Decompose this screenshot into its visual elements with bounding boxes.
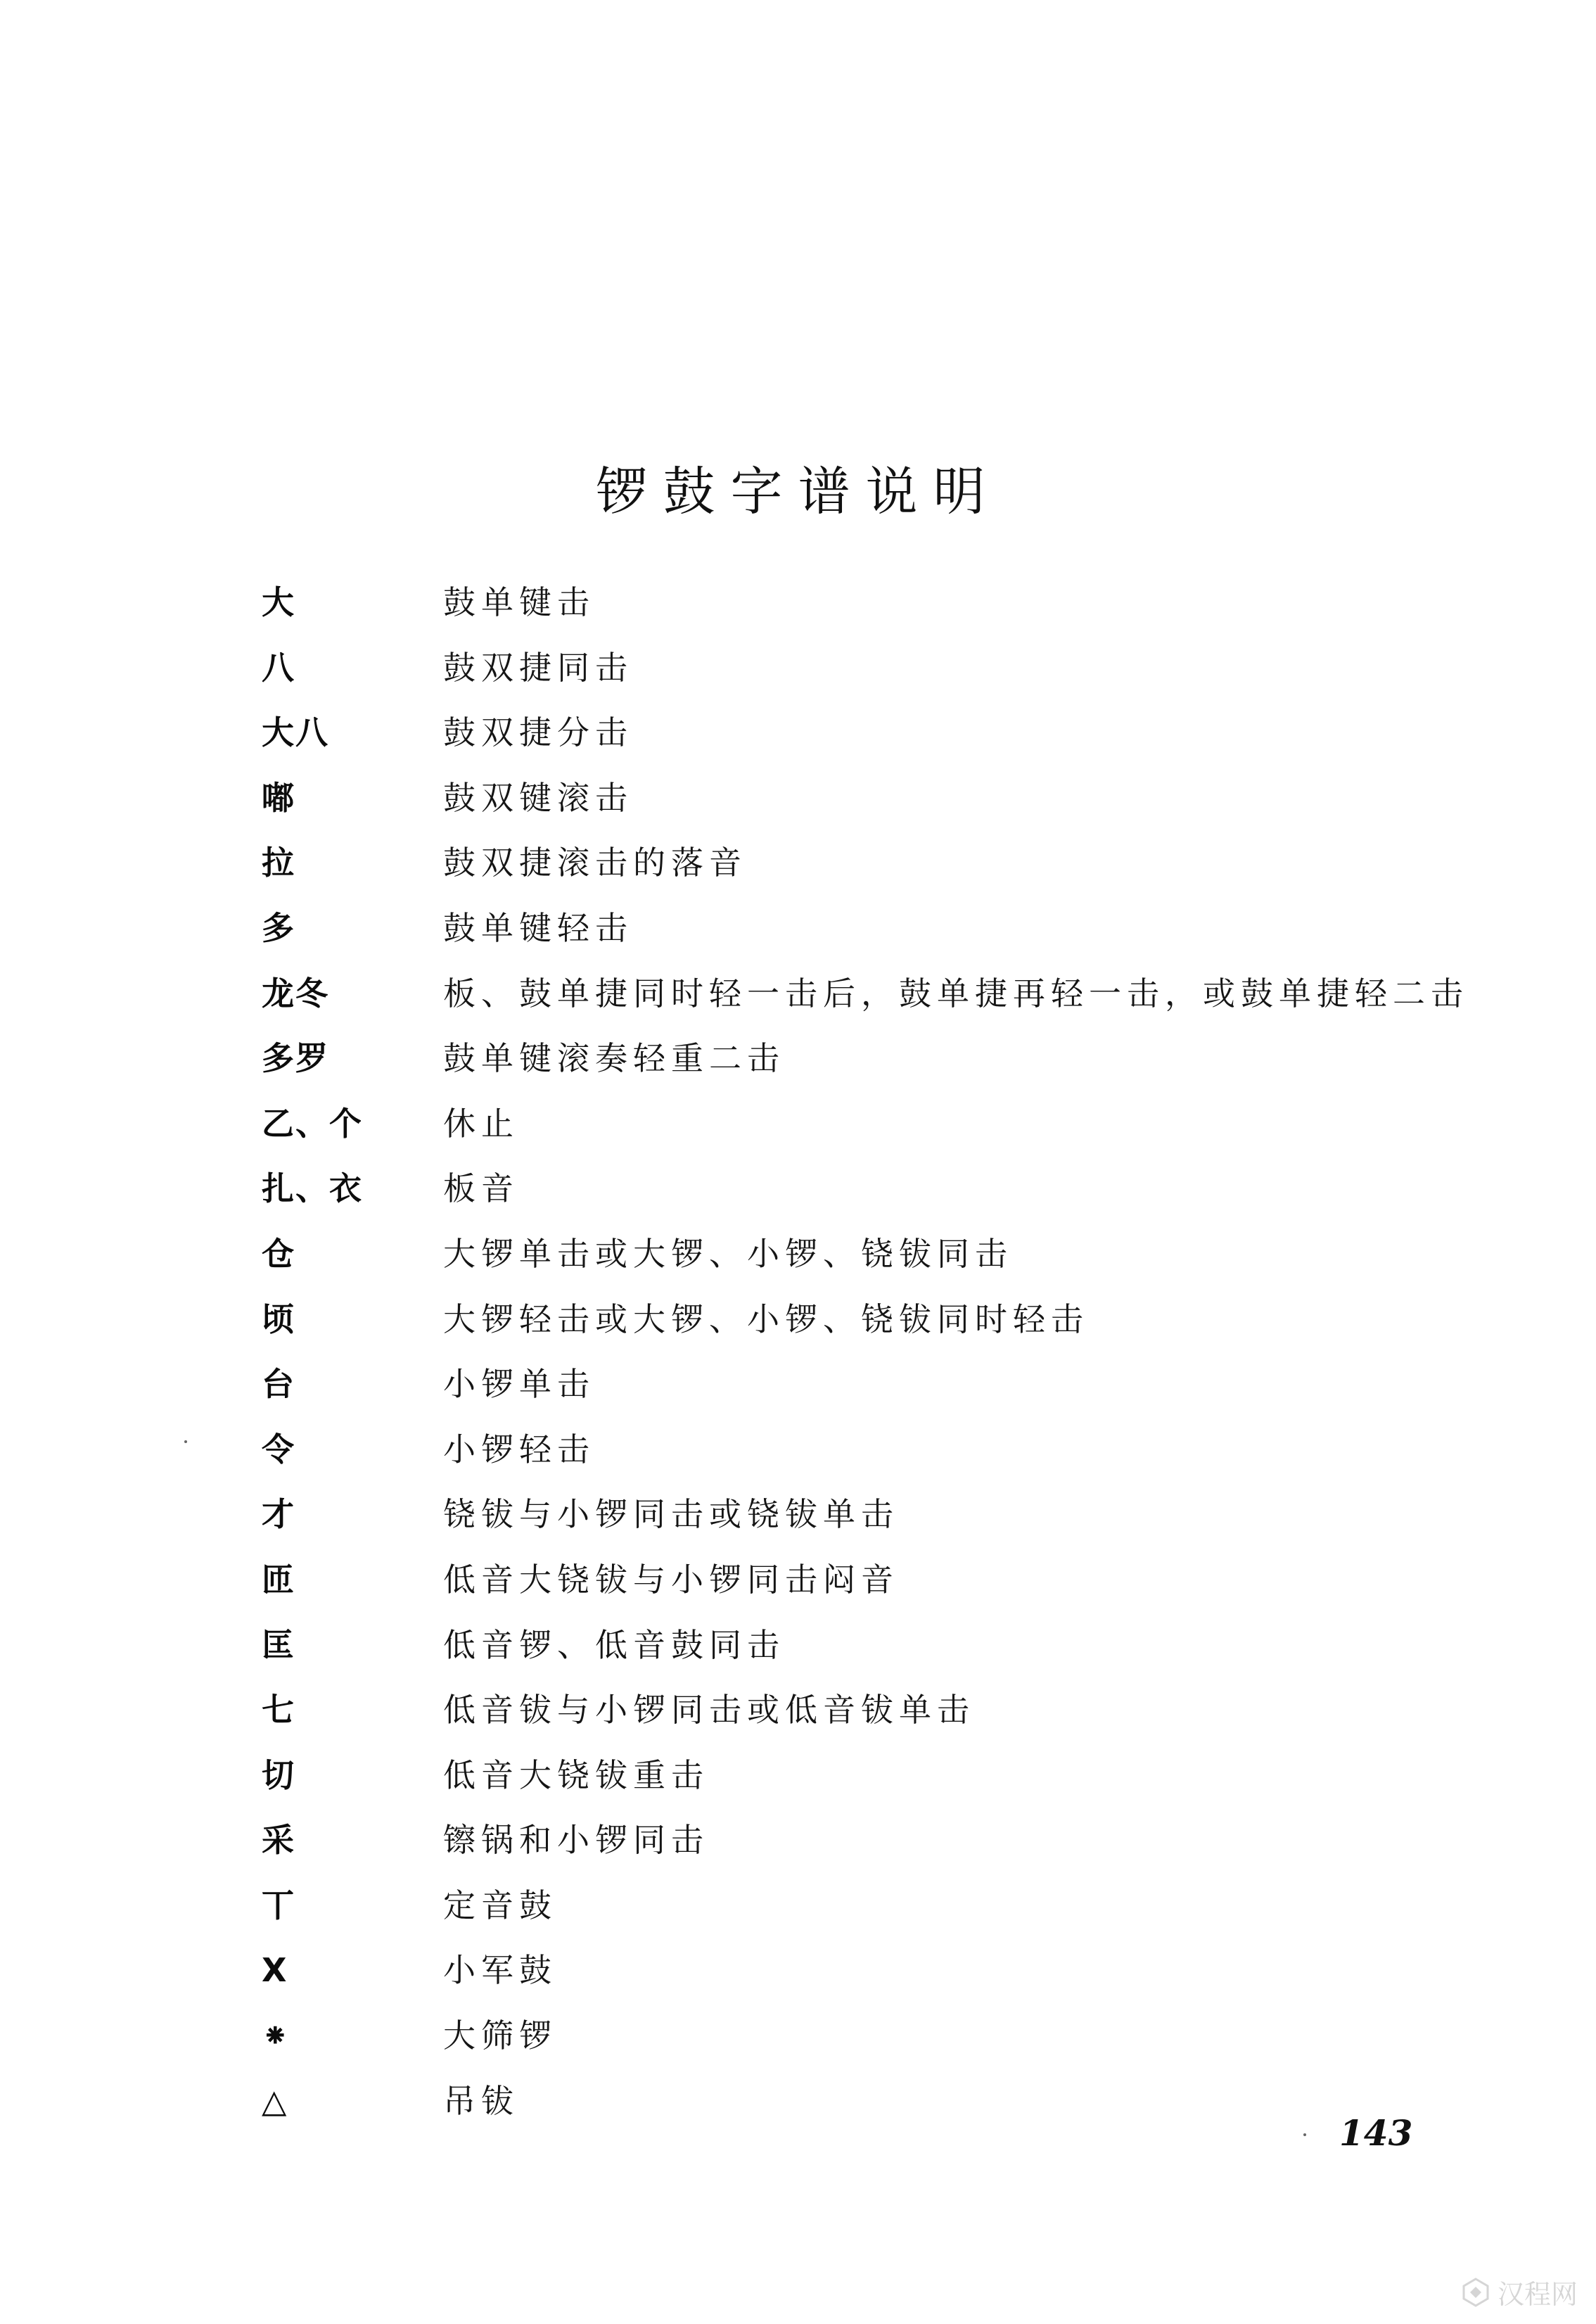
legend-description: 大锣单击或大锣、小锣、铙钹同击 xyxy=(443,1234,1013,1273)
legend-row xyxy=(262,1554,1457,1620)
legend-symbol: 拉 xyxy=(262,844,295,882)
page-title: 锣鼓字谱说明 xyxy=(595,462,1001,522)
legend-symbol: △ xyxy=(262,2081,288,2120)
legend-symbol: 龙冬 xyxy=(262,974,329,1012)
legend-row xyxy=(262,773,1457,838)
legend-symbol: 大 xyxy=(262,583,295,621)
watermark-text: 汉程网 xyxy=(1497,2279,1578,2310)
legend-symbol: ⁕ xyxy=(262,2017,291,2055)
legend-row xyxy=(262,1033,1457,1098)
legend-row xyxy=(262,1815,1457,1880)
legend-symbol: 大八 xyxy=(262,713,329,752)
legend-description: 铙钹与小锣同击或铙钹单击 xyxy=(443,1495,899,1534)
legend-description: 吊钹 xyxy=(443,2081,519,2120)
watermark-logo-icon xyxy=(1460,2276,1492,2309)
legend-description: 板、鼓单捷同时轻一击后，鼓单捷再轻一击，或鼓单捷轻二击 xyxy=(443,974,1469,1012)
legend-symbol: 乙、个 xyxy=(262,1104,363,1143)
legend-description: 低音钹与小锣同击或低音钹单击 xyxy=(443,1691,975,1729)
legend-symbol: 匡 xyxy=(262,1625,295,1664)
legend-row xyxy=(262,1098,1457,1164)
watermark xyxy=(1460,2273,1578,2311)
legend-description: 定音鼓 xyxy=(443,1886,557,1924)
legend-description: 低音锣、低音鼓同击 xyxy=(443,1625,785,1664)
legend-row xyxy=(262,1880,1457,1945)
legend-row xyxy=(262,577,1457,642)
legend-row xyxy=(262,1750,1457,1815)
legend-symbol: X xyxy=(262,1951,288,1990)
legend-symbol: 顷 xyxy=(262,1300,295,1338)
legend-description: 鼓双捷滚击的落音 xyxy=(443,844,747,882)
legend-description: 大筛锣 xyxy=(443,2017,557,2055)
legend-row xyxy=(262,1945,1457,2010)
legend-description: 低音大铙钹与小锣同击闷音 xyxy=(443,1560,899,1599)
legend-symbol: 七 xyxy=(262,1691,295,1729)
legend-row xyxy=(262,968,1469,1034)
legend-symbol: 嘟 xyxy=(262,778,295,817)
legend-symbol: 采 xyxy=(262,1821,295,1860)
legend-row xyxy=(262,1489,1457,1554)
legend-row xyxy=(262,1294,1457,1359)
legend-description: 休止 xyxy=(443,1104,519,1143)
legend-description: 鼓单键轻击 xyxy=(443,908,633,947)
legend-symbol: 匝 xyxy=(262,1560,295,1599)
legend-row xyxy=(262,1163,1457,1228)
legend-row xyxy=(262,642,1457,708)
legend-description: 鼓双捷分击 xyxy=(443,713,633,752)
notation-legend xyxy=(262,577,1469,2140)
legend-symbol: 台 xyxy=(262,1365,295,1404)
legend-row xyxy=(262,903,1457,968)
legend-row xyxy=(262,1228,1457,1294)
legend-description: 鼓双键滚击 xyxy=(443,778,633,817)
legend-symbol: 才 xyxy=(262,1495,295,1534)
legend-row xyxy=(262,1684,1457,1750)
legend-description: 小锣单击 xyxy=(443,1365,595,1404)
legend-symbol: 多 xyxy=(262,908,295,947)
legend-row xyxy=(262,2076,1457,2141)
legend-row xyxy=(262,837,1457,903)
legend-symbol: 仓 xyxy=(262,1234,295,1273)
legend-row xyxy=(262,707,1457,773)
legend-symbol: 丅 xyxy=(262,1886,295,1924)
legend-row xyxy=(262,1424,1457,1490)
legend-description: 小军鼓 xyxy=(443,1951,557,1990)
legend-description: 镲锅和小锣同击 xyxy=(443,1821,709,1860)
scan-speck xyxy=(1303,2133,1306,2136)
page-number: 143 xyxy=(1339,2112,1413,2154)
legend-description: 鼓单键滚奏轻重二击 xyxy=(443,1039,785,1078)
legend-description: 鼓双捷同击 xyxy=(443,648,633,687)
legend-description: 小锣轻击 xyxy=(443,1430,595,1468)
legend-description: 板音 xyxy=(443,1169,519,1208)
legend-symbol: 八 xyxy=(262,648,295,687)
legend-row xyxy=(262,1620,1457,1685)
legend-symbol: 扎、衣 xyxy=(262,1169,363,1208)
legend-row xyxy=(262,2010,1457,2076)
scan-speck xyxy=(184,1440,187,1443)
legend-symbol: 切 xyxy=(262,1755,295,1794)
legend-description: 低音大铙钹重击 xyxy=(443,1755,709,1794)
legend-row xyxy=(262,1359,1457,1424)
legend-description: 大锣轻击或大锣、小锣、铙钹同时轻击 xyxy=(443,1300,1089,1338)
legend-description: 鼓单键击 xyxy=(443,583,595,621)
legend-symbol: 令 xyxy=(262,1430,295,1468)
legend-symbol: 多罗 xyxy=(262,1039,329,1078)
